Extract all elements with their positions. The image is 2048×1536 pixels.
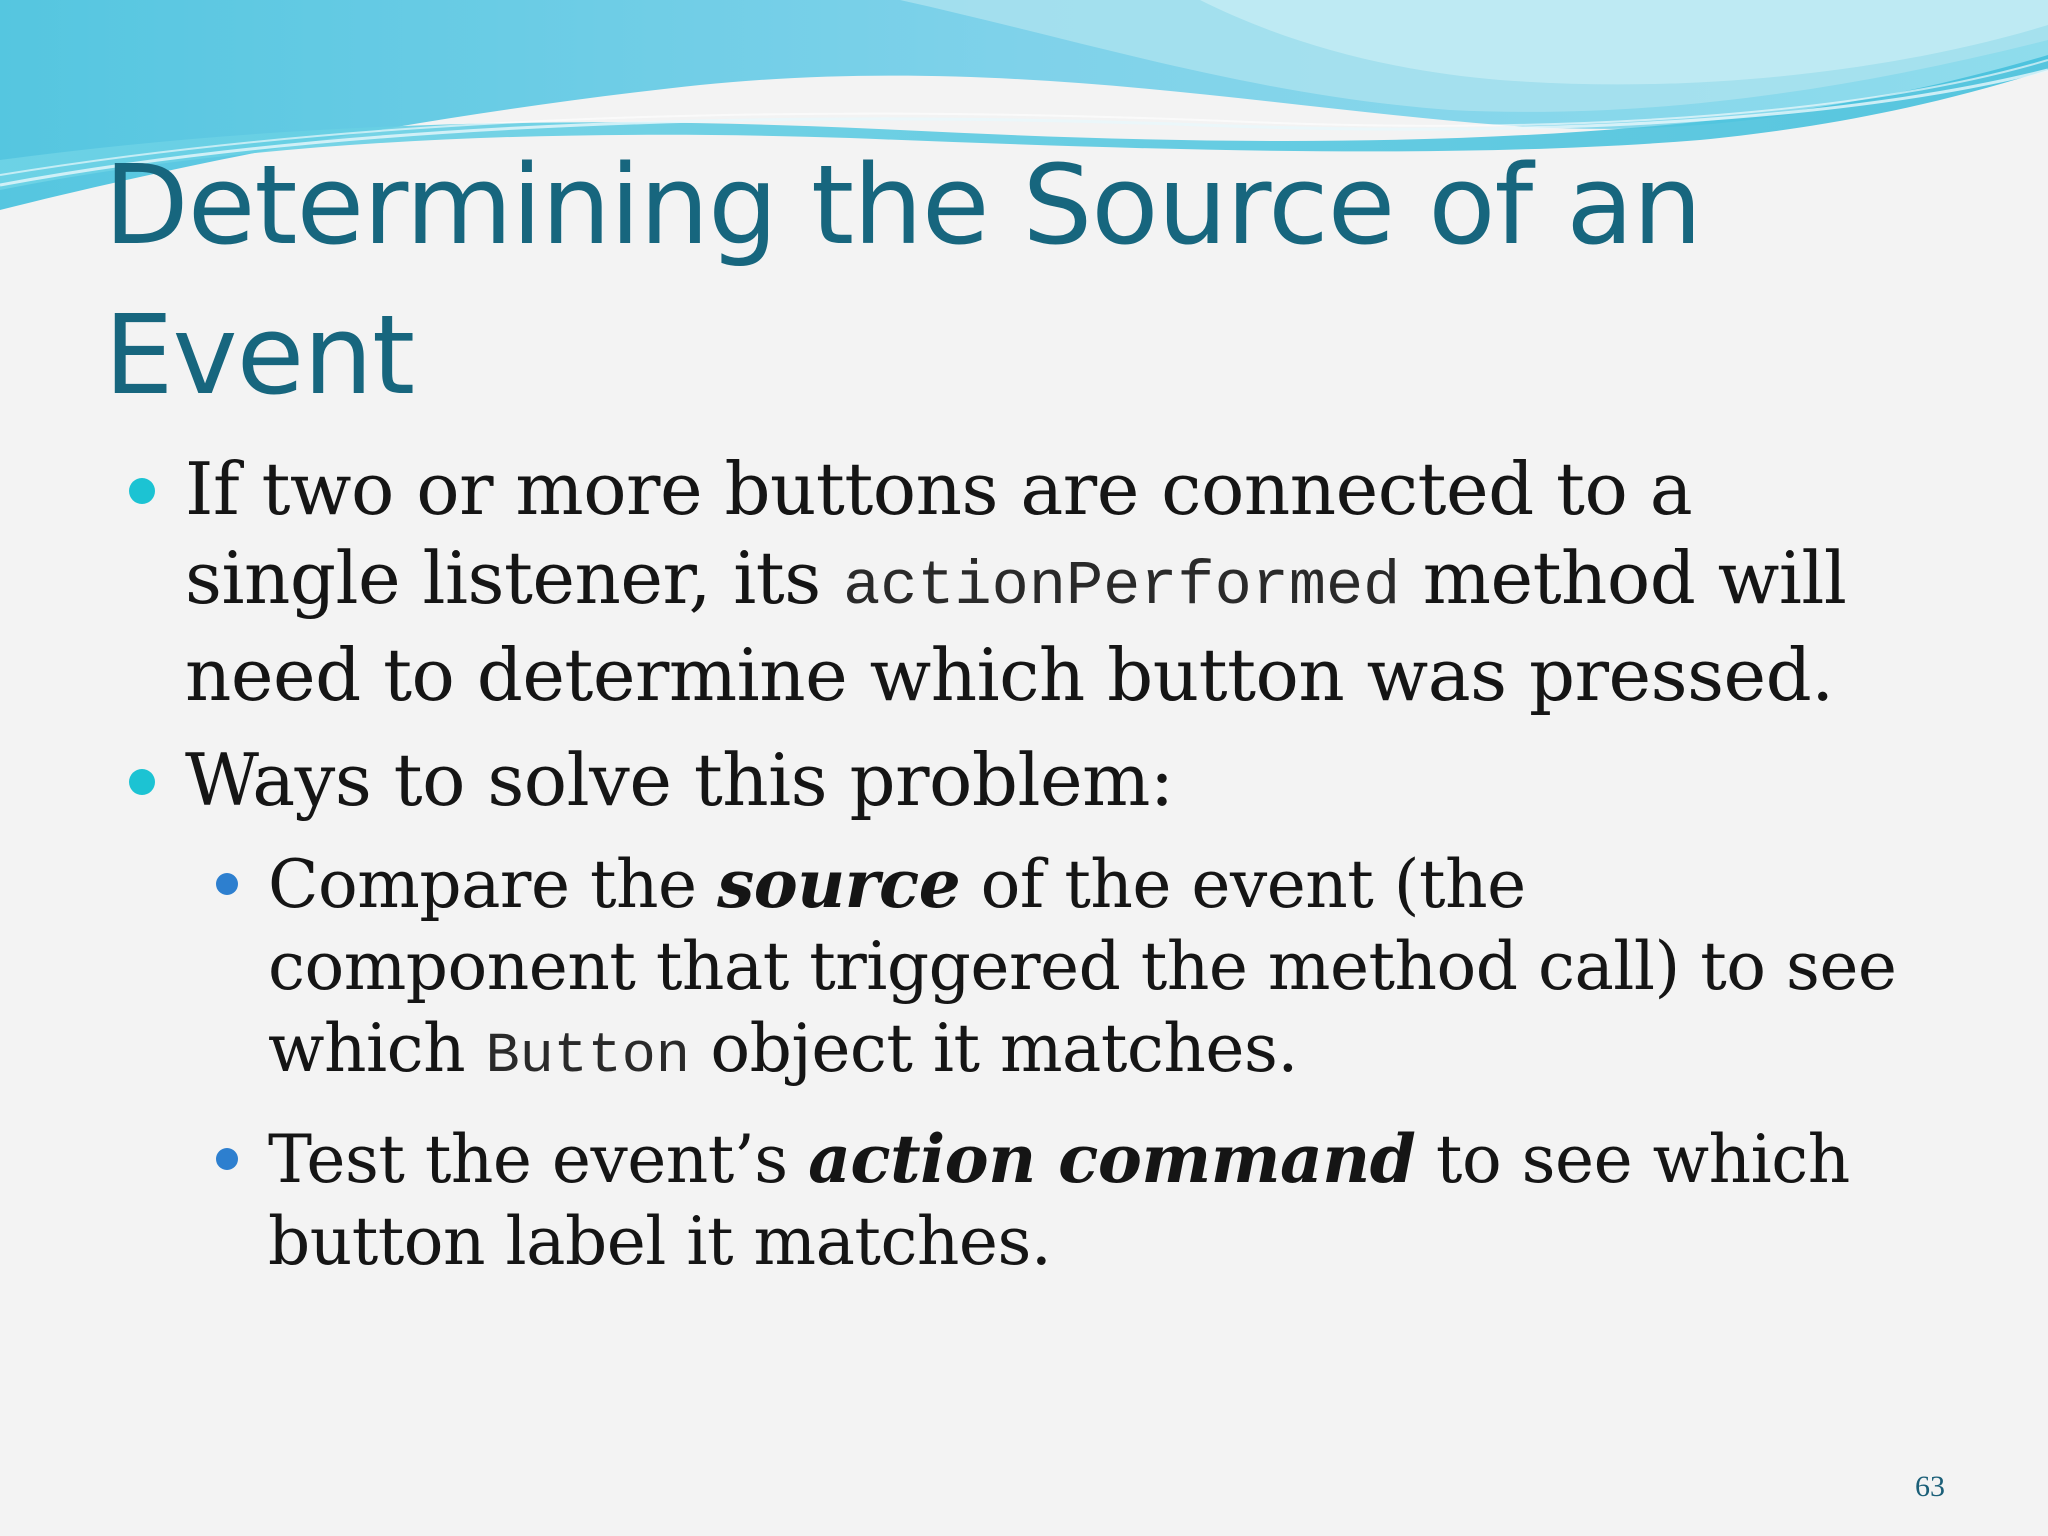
page-number: 63 (1915, 1470, 1945, 1503)
sub-bullet-dot-icon (216, 873, 238, 895)
sub-list-item (268, 1118, 1908, 1283)
list-item (185, 445, 1905, 720)
bullet-text: Test the event’s (268, 1121, 809, 1198)
code-term: Button (485, 1025, 690, 1089)
slide-title: Determining the Source of an Event (104, 141, 1702, 419)
emphasis-term: source (717, 845, 961, 923)
bullet-dot-icon (129, 478, 155, 504)
bullet-text: Compare the (268, 846, 718, 923)
bullet-text: If two or more buttons are connected to a single listener, its (185, 447, 1693, 620)
sub-list-item (268, 843, 1908, 1098)
bullet-text: method will need to determine which button was pressed. (185, 536, 1847, 717)
bullet-list (0, 445, 2048, 1283)
bullet-text: object it matches. (689, 1010, 1298, 1087)
sub-bullet-dot-icon (216, 1148, 238, 1170)
emphasis-term: action command (808, 1120, 1416, 1198)
bullet-dot-icon (129, 769, 155, 795)
bullet-text: Ways to solve this problem: (185, 738, 1174, 822)
list-item (185, 736, 1905, 825)
code-term: actionPerformed (843, 551, 1401, 622)
bullet-text: of the event (the component that triggered the method call) to see which (268, 846, 1897, 1087)
bullet-text: to see which button label it matches. (268, 1121, 1850, 1280)
